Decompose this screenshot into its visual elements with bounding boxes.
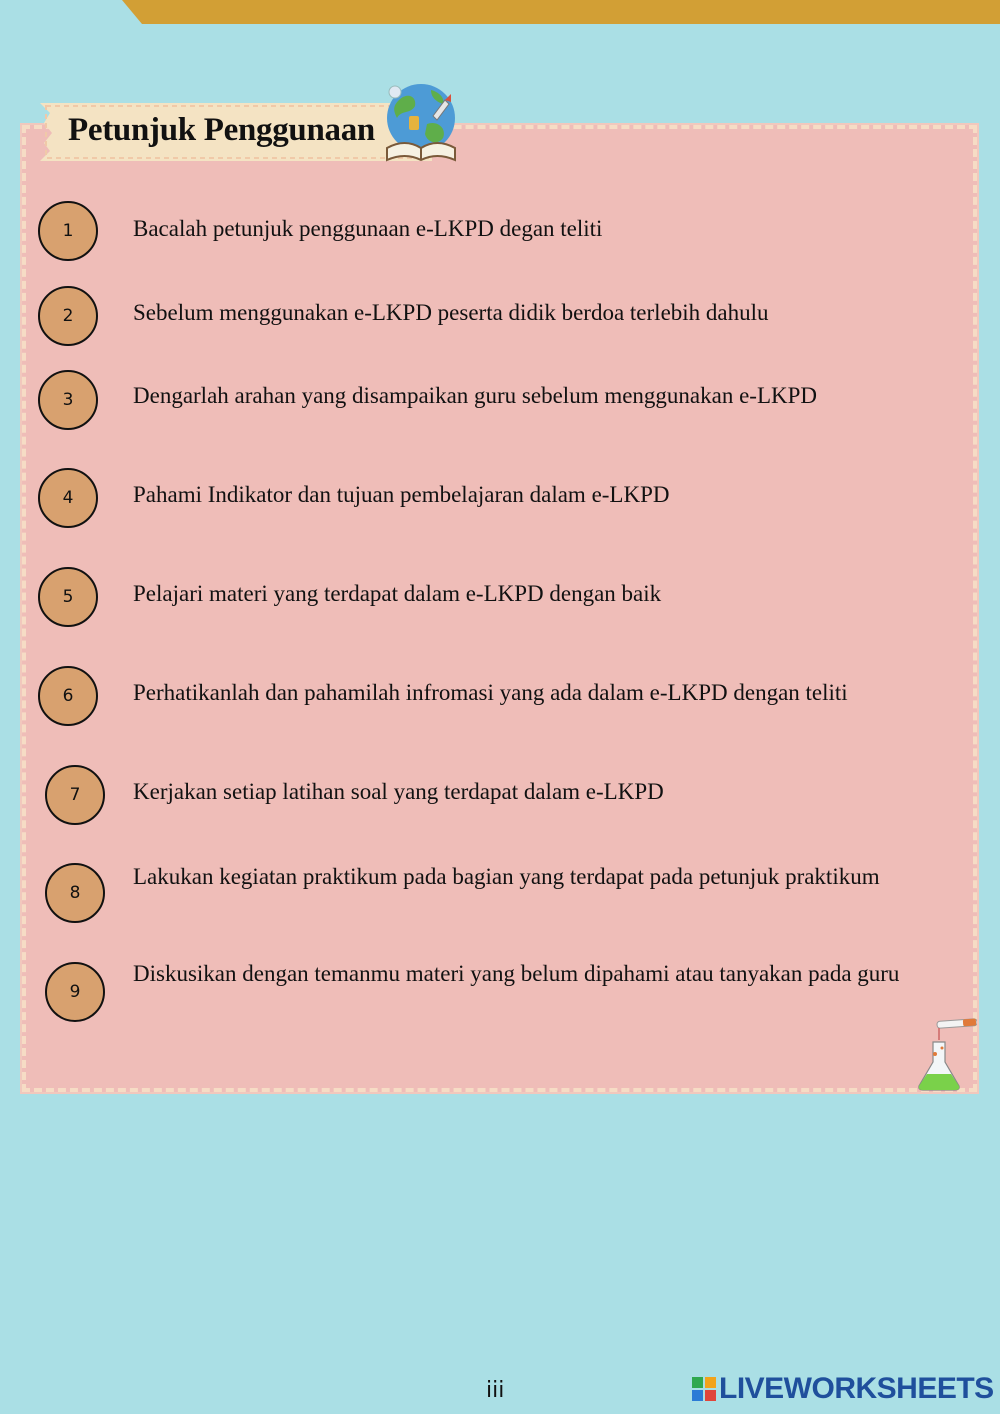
step-text-4: Pahami Indikator dan tujuan pembelajaran dalam e-LKPD bbox=[133, 482, 670, 507]
brand-name: LIVEWORKSHEETS bbox=[719, 1372, 994, 1405]
step-number-7: 7 bbox=[45, 765, 105, 825]
liveworksheets-logo-icon bbox=[692, 1377, 716, 1401]
liveworksheets-brand[interactable] bbox=[692, 1372, 994, 1406]
step-text-5: Pelajari materi yang terdapat dalam e-LKPD dengan baik bbox=[133, 581, 662, 606]
flask-icon bbox=[915, 1016, 977, 1092]
step-text-3: Dengarlah arahan yang disampaikan guru sebelum menggunakan e-LKPD bbox=[133, 383, 818, 408]
globe-book-icon bbox=[381, 80, 461, 165]
step-number-5: 5 bbox=[38, 567, 98, 627]
step-number-6: 6 bbox=[38, 666, 98, 726]
step-text-2: Sebelum menggunakan e-LKPD peserta didik berdoa terlebih dahulu bbox=[133, 300, 769, 325]
step-number-3: 3 bbox=[38, 370, 98, 430]
page-number: iii bbox=[486, 1378, 505, 1403]
step-number-4: 4 bbox=[38, 468, 98, 528]
page-title: Petunjuk Penggunaan bbox=[68, 112, 375, 148]
step-text-8: Lakukan kegiatan praktikum pada bagian yang terdapat pada petunjuk praktikum bbox=[133, 864, 880, 889]
top-decorative-bar bbox=[0, 0, 1000, 26]
step-text-6: Perhatikanlah dan pahamilah infromasi yang ada dalam e-LKPD dengan teliti bbox=[133, 680, 848, 705]
step-number-1: 1 bbox=[38, 201, 98, 261]
step-number-8: 8 bbox=[45, 863, 105, 923]
step-text-1: Bacalah petunjuk penggunaan e-LKPD degan teliti bbox=[133, 216, 603, 241]
step-number-2: 2 bbox=[38, 286, 98, 346]
step-number-9: 9 bbox=[45, 962, 105, 1022]
step-text-9: Diskusikan dengan temanmu materi yang belum dipahami atau tanyakan pada guru bbox=[133, 961, 900, 986]
step-text-7: Kerjakan setiap latihan soal yang terdapat dalam e-LKPD bbox=[133, 779, 664, 804]
